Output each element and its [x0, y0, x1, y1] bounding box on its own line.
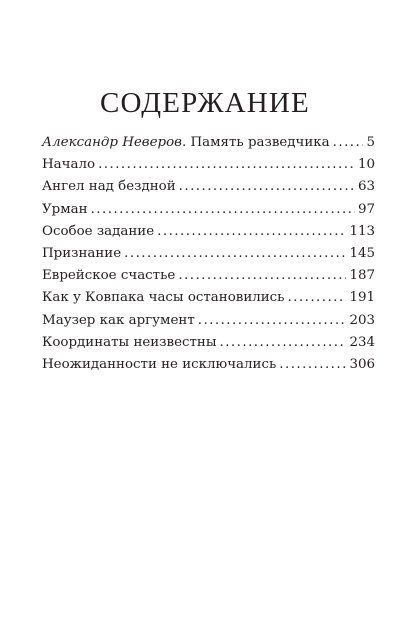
toc-entry-9: [42, 310, 375, 332]
table-of-contents: [42, 132, 375, 376]
toc-leader-dots: [220, 332, 347, 354]
toc-entry-3: [42, 176, 375, 198]
toc-entry-title: Признание: [42, 245, 122, 261]
toc-entry-6: [42, 243, 375, 265]
toc-leader-dots: [333, 132, 364, 154]
toc-entry-title: Как у Ковпака часы остановились: [42, 290, 285, 306]
toc-entry-page: 63: [357, 179, 375, 195]
toc-leader-dots: [178, 265, 346, 287]
toc-entry-4: [42, 199, 375, 221]
toc-entry-title: Особое задание: [42, 223, 155, 239]
toc-entry-page: 145: [349, 245, 375, 261]
toc-entry-2: [42, 154, 375, 176]
toc-entry-page: 191: [349, 290, 375, 306]
toc-entry-title: Маузер как аргумент: [42, 312, 195, 328]
toc-entry-title: Неожиданности не исключались: [42, 356, 277, 372]
toc-leader-dots: [198, 310, 347, 332]
toc-leader-dots: [91, 199, 355, 221]
toc-entry-title: Начало: [42, 157, 96, 173]
toc-entry-11: [42, 354, 375, 376]
toc-entry-7: [42, 265, 375, 287]
toc-entry-10: [42, 332, 375, 354]
toc-entry-page: 10: [357, 157, 375, 173]
toc-entry-title: . Память разведчика: [181, 135, 330, 150]
toc-entry-page: 234: [349, 334, 375, 350]
toc-entry-1: [42, 132, 375, 154]
toc-entry-author: Александр Неверов: [42, 135, 182, 150]
page-title: СОДЕРЖАНИЕ: [100, 87, 310, 120]
toc-entry-page: 306: [349, 356, 375, 372]
toc-entry-title: Еврейское счастье: [42, 268, 176, 284]
toc-entry-page: 187: [349, 268, 375, 284]
toc-entry-page: 5: [366, 135, 375, 150]
toc-entry-page: 97: [357, 201, 375, 217]
toc-entry-5: [42, 221, 375, 243]
toc-entry-title: Урман: [42, 201, 88, 217]
toc-leader-dots: [287, 287, 346, 309]
toc-entry-text: [42, 132, 330, 154]
toc-leader-dots: [124, 243, 346, 265]
toc-leader-dots: [98, 154, 355, 176]
toc-leader-dots: [157, 221, 346, 243]
toc-entry-title: Координаты неизвестны: [42, 334, 217, 350]
toc-leader-dots: [179, 176, 355, 198]
toc-entry-page: 203: [349, 312, 375, 328]
toc-entry-title: Ангел над бездной: [42, 179, 176, 195]
toc-entry-8: [42, 287, 375, 309]
toc-entry-page: 113: [349, 223, 375, 239]
toc-leader-dots: [279, 354, 346, 376]
